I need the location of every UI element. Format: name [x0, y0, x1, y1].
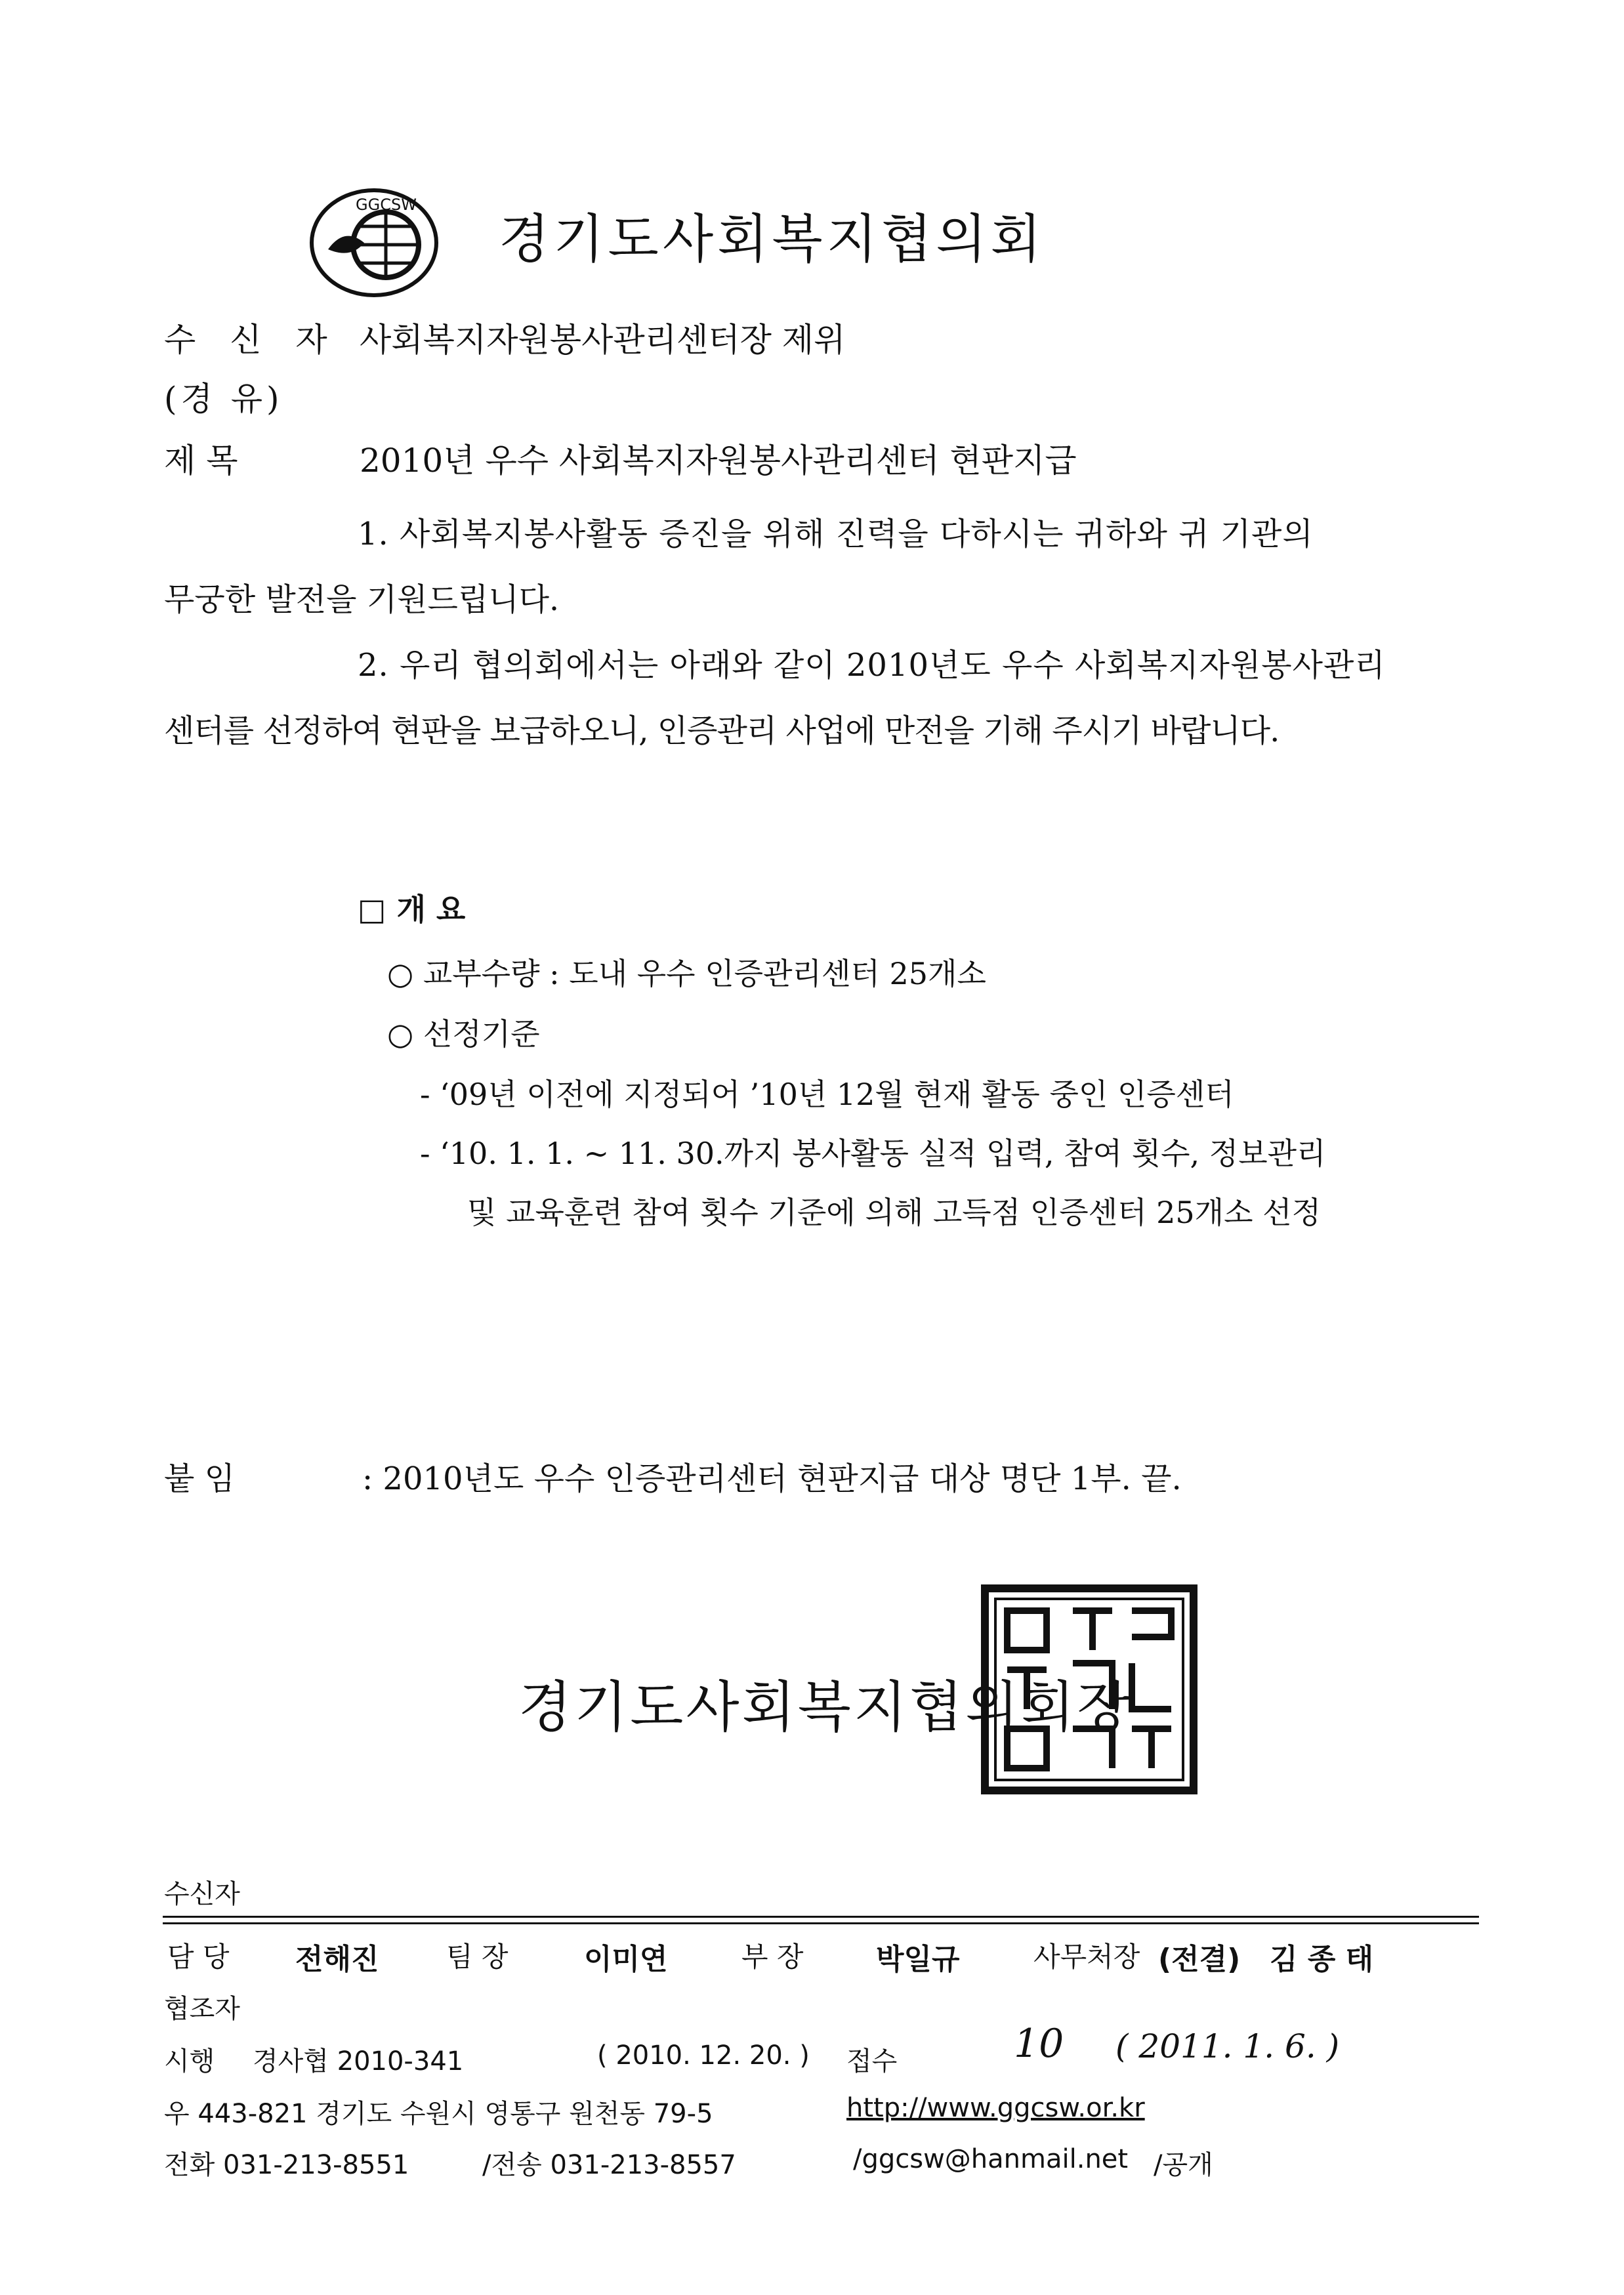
disclosure: /공개	[1154, 2150, 1213, 2180]
svg-text:GGCSW: GGCSW	[356, 196, 417, 214]
fax: /전송 031-213-8557	[482, 2150, 736, 2180]
enforce-label: 시행	[164, 2046, 215, 2077]
receipt-label: 접수	[846, 2046, 898, 2077]
official-seal	[981, 1584, 1197, 1794]
subject-label: 제 목	[164, 442, 238, 480]
overview-heading: □ 개 요	[358, 892, 466, 927]
paragraph-2-line-2: 센터를 선정하여 현판을 보급하오니, 인증관리 사업에 만전을 기해 주시기 바랍니다.	[164, 713, 1280, 749]
dept-title: 부 장	[741, 1941, 804, 1973]
attachment-value: : 2010년도 우수 인증관리센터 현판지급 대상 명단 1부. 끝.	[362, 1460, 1182, 1497]
dept-name: 박일규	[876, 1943, 960, 1976]
overview-item-quantity: ○ 교부수량 : 도내 우수 인증관리센터 25개소	[387, 956, 986, 991]
staff-name: 전해진	[295, 1943, 379, 1976]
footer-rule-bottom	[163, 1922, 1479, 1924]
receipt-date-handwritten: ( 2011. 1. 6. )	[1115, 2027, 1340, 2065]
via-label: (경 유)	[164, 380, 283, 418]
enforce-date: ( 2010. 12. 20. )	[597, 2040, 810, 2071]
staff-title: 담 당	[167, 1941, 230, 1973]
team-title: 팀 장	[446, 1941, 509, 1973]
phone: 전화 031-213-8551	[164, 2150, 409, 2180]
recipient-value: 사회복지자원봉사관리센터장 제위	[360, 321, 846, 359]
criteria-line-3: 및 교육훈련 참여 횟수 기준에 의해 고득점 인증센터 25개소 선정	[467, 1195, 1322, 1230]
attachment-label: 붙 임	[164, 1460, 235, 1497]
website-link[interactable]: http://www.ggcsw.or.kr	[846, 2093, 1145, 2123]
team-name: 이미연	[584, 1943, 668, 1976]
paragraph-1-line-2: 무궁한 발전을 기원드립니다.	[164, 581, 560, 618]
chief-mark: (전결)	[1158, 1943, 1241, 1976]
recipient-label: 수 신 자	[164, 321, 339, 359]
paragraph-1-line-1: 1. 사회복지봉사활동 증진을 위해 진력을 다하시는 귀하와 귀 기관의	[358, 516, 1314, 552]
ggcsw-logo	[308, 187, 440, 299]
sender-name: 경기도사회복지협의회장	[518, 1675, 1133, 1739]
chief-title: 사무처장	[1033, 1941, 1140, 1973]
footer-rule-top	[163, 1916, 1479, 1918]
criteria-line-1: - ‘09년 이전에 지정되어 ’10년 12월 현재 활동 중인 인증센터	[420, 1077, 1234, 1112]
address: 우 443-821 경기도 수원시 영통구 원천동 79-5	[164, 2099, 713, 2129]
enforce-number: 경사협 2010-341	[253, 2046, 464, 2077]
receipt-number-handwritten: 10	[1014, 2021, 1064, 2067]
email: /ggcsw@hanmail.net	[853, 2144, 1129, 2174]
criteria-line-2: - ‘10. 1. 1. ~ 11. 30.까지 봉사활동 실적 입력, 참여 횟수, 정보관리	[420, 1136, 1326, 1171]
org-title: 경기도사회복지협의회	[499, 209, 1045, 270]
chief-name: 김 종 태	[1270, 1943, 1374, 1976]
cooperator-label: 협조자	[164, 1994, 240, 2024]
subject-value: 2010년 우수 사회복지자원봉사관리센터 현판지급	[360, 442, 1077, 480]
footer-recipient-label: 수신자	[164, 1879, 240, 1909]
paragraph-2-line-1: 2. 우리 협의회에서는 아래와 같이 2010년도 우수 사회복지자원봉사관리	[358, 647, 1386, 684]
overview-item-criteria: ○ 선정기준	[387, 1016, 540, 1052]
